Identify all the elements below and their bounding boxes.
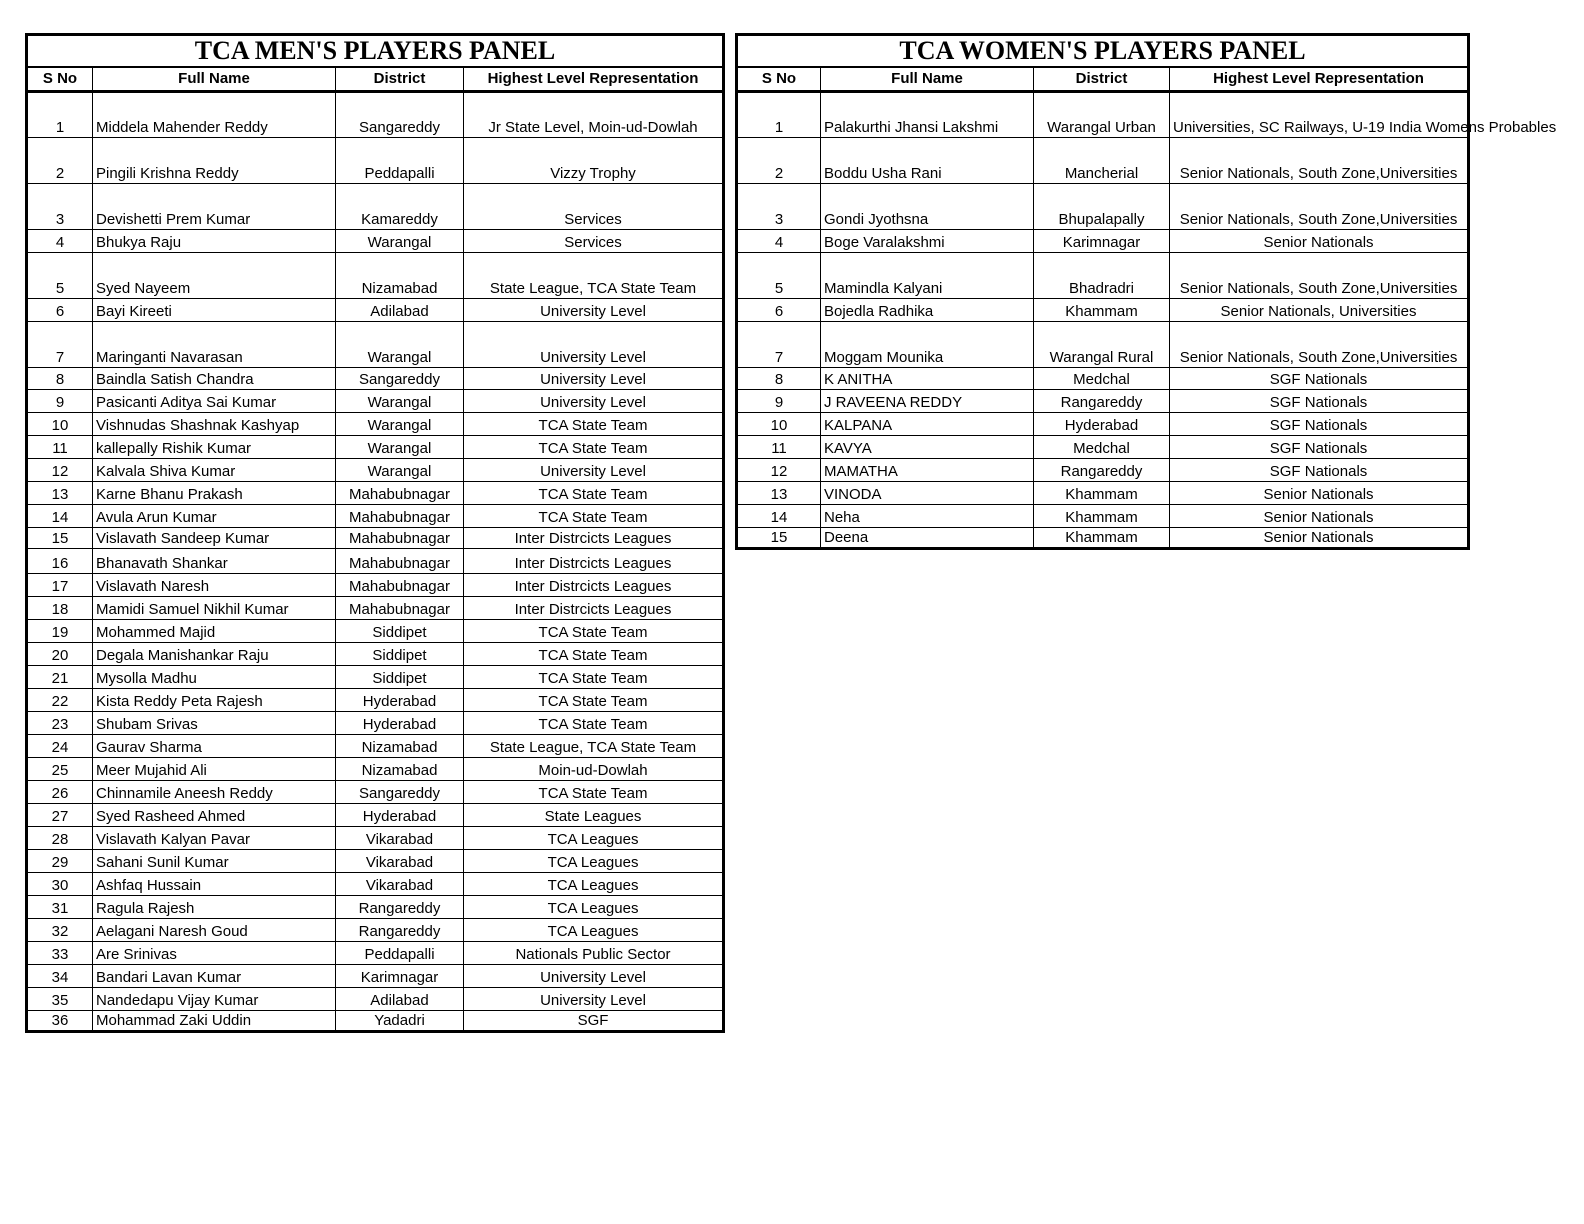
full-name-cell: J RAVEENA REDDY bbox=[821, 390, 1034, 413]
mens-players-table bbox=[25, 33, 725, 1033]
full-name-cell: Bojedla Radhika bbox=[821, 299, 1034, 322]
district-cell: Peddapalli bbox=[336, 138, 464, 184]
district-cell: Mahabubnagar bbox=[336, 528, 464, 549]
table-row bbox=[27, 965, 724, 988]
sno-cell: 14 bbox=[27, 505, 93, 528]
full-name-cell: Bhanavath Shankar bbox=[93, 549, 336, 574]
district-cell: Karimnagar bbox=[1034, 230, 1170, 253]
highest-level-cell: University Level bbox=[464, 965, 724, 988]
table-row bbox=[27, 322, 724, 368]
highest-level-cell: Services bbox=[464, 230, 724, 253]
district-cell: Vikarabad bbox=[336, 827, 464, 850]
district-cell: Yadadri bbox=[336, 1011, 464, 1032]
highest-level-cell: Senior Nationals, Universities bbox=[1170, 299, 1469, 322]
sno-cell: 3 bbox=[27, 184, 93, 230]
full-name-cell: Avula Arun Kumar bbox=[93, 505, 336, 528]
table-row bbox=[27, 850, 724, 873]
district-cell: Peddapalli bbox=[336, 942, 464, 965]
district-cell: Sangareddy bbox=[336, 92, 464, 138]
sno-cell: 19 bbox=[27, 620, 93, 643]
district-cell: Nizamabad bbox=[336, 758, 464, 781]
highest-level-cell: TCA Leagues bbox=[464, 850, 724, 873]
highest-level-cell: TCA State Team bbox=[464, 620, 724, 643]
highest-level-cell: Senior Nationals, South Zone,Universities bbox=[1170, 184, 1469, 230]
highest-level-cell: TCA State Team bbox=[464, 413, 724, 436]
highest-level-cell: SGF Nationals bbox=[1170, 390, 1469, 413]
district-cell: Hyderabad bbox=[336, 689, 464, 712]
table-row bbox=[737, 299, 1469, 322]
table-row bbox=[737, 322, 1469, 368]
district-cell: Warangal Urban bbox=[1034, 92, 1170, 138]
highest-level-cell: University Level bbox=[464, 988, 724, 1011]
sno-cell: 22 bbox=[27, 689, 93, 712]
highest-level-cell: State League, TCA State Team bbox=[464, 253, 724, 299]
sno-cell: 1 bbox=[737, 92, 821, 138]
table-row bbox=[27, 92, 724, 138]
full-name-cell: Deena bbox=[821, 528, 1034, 549]
full-name-cell: Maringanti Navarasan bbox=[93, 322, 336, 368]
highest-level-cell: Senior Nationals, South Zone,Universities bbox=[1170, 322, 1469, 368]
table-row bbox=[27, 138, 724, 184]
table-row bbox=[27, 781, 724, 804]
district-cell: Sangareddy bbox=[336, 368, 464, 390]
table-row bbox=[737, 413, 1469, 436]
highest-level-cell: TCA State Team bbox=[464, 689, 724, 712]
sno-cell: 9 bbox=[27, 390, 93, 413]
full-name-cell: Aelagani Naresh Goud bbox=[93, 919, 336, 942]
highest-level-cell: University Level bbox=[464, 299, 724, 322]
district-cell: Warangal bbox=[336, 230, 464, 253]
table-row bbox=[27, 459, 724, 482]
table-row bbox=[27, 988, 724, 1011]
highest-level-cell: Moin-ud-Dowlah bbox=[464, 758, 724, 781]
full-name-cell: Sahani Sunil Kumar bbox=[93, 850, 336, 873]
full-name-cell: Bayi Kireeti bbox=[93, 299, 336, 322]
full-name-cell: Bandari Lavan Kumar bbox=[93, 965, 336, 988]
sno-cell: 32 bbox=[27, 919, 93, 942]
table-row bbox=[27, 597, 724, 620]
sno-cell: 10 bbox=[737, 413, 821, 436]
sno-cell: 9 bbox=[737, 390, 821, 413]
sno-cell: 15 bbox=[737, 528, 821, 549]
full-name-cell: Pasicanti Aditya Sai Kumar bbox=[93, 390, 336, 413]
table-row bbox=[27, 184, 724, 230]
sno-cell: 28 bbox=[27, 827, 93, 850]
full-name-cell: Mohammed Majid bbox=[93, 620, 336, 643]
sno-cell: 13 bbox=[737, 482, 821, 505]
full-name-cell: Degala Manishankar Raju bbox=[93, 643, 336, 666]
highest-level-cell: SGF Nationals bbox=[1170, 436, 1469, 459]
district-cell: Warangal bbox=[336, 413, 464, 436]
table-row bbox=[27, 528, 724, 549]
table-row bbox=[27, 482, 724, 505]
full-name-cell: Meer Mujahid Ali bbox=[93, 758, 336, 781]
highest-level-cell: University Level bbox=[464, 390, 724, 413]
sno-cell: 3 bbox=[737, 184, 821, 230]
district-cell: Mahabubnagar bbox=[336, 574, 464, 597]
table-row bbox=[27, 299, 724, 322]
full-name-cell: Syed Rasheed Ahmed bbox=[93, 804, 336, 827]
district-cell: Warangal Rural bbox=[1034, 322, 1170, 368]
district-cell: Rangareddy bbox=[336, 919, 464, 942]
district-cell: Nizamabad bbox=[336, 253, 464, 299]
highest-level-cell: Senior Nationals bbox=[1170, 482, 1469, 505]
sno-cell: 29 bbox=[27, 850, 93, 873]
full-name-cell: Palakurthi Jhansi Lakshmi bbox=[821, 92, 1034, 138]
district-cell: Sangareddy bbox=[336, 781, 464, 804]
sno-cell: 10 bbox=[27, 413, 93, 436]
highest-level-cell: TCA State Team bbox=[464, 781, 724, 804]
table-row bbox=[27, 1011, 724, 1032]
sno-cell: 5 bbox=[737, 253, 821, 299]
table-row bbox=[27, 436, 724, 459]
district-cell: Warangal bbox=[336, 436, 464, 459]
column-header-highest-level: Highest Level Representation bbox=[464, 67, 724, 92]
table-row bbox=[737, 482, 1469, 505]
district-cell: Bhupalapally bbox=[1034, 184, 1170, 230]
womens-table-body bbox=[737, 92, 1557, 549]
highest-level-cell: Services bbox=[464, 184, 724, 230]
full-name-cell: K ANITHA bbox=[821, 368, 1034, 390]
mens-table-body bbox=[27, 92, 724, 1032]
table-row bbox=[27, 735, 724, 758]
table-row bbox=[737, 459, 1469, 482]
column-header-full-name: Full Name bbox=[821, 67, 1034, 92]
highest-level-cell: TCA State Team bbox=[464, 666, 724, 689]
highest-level-cell: SGF bbox=[464, 1011, 724, 1032]
sno-cell: 17 bbox=[27, 574, 93, 597]
table-row bbox=[737, 230, 1469, 253]
sno-cell: 20 bbox=[27, 643, 93, 666]
sno-cell: 35 bbox=[27, 988, 93, 1011]
highest-level-cell: State Leagues bbox=[464, 804, 724, 827]
full-name-cell: Kalvala Shiva Kumar bbox=[93, 459, 336, 482]
table-row bbox=[27, 368, 724, 390]
mens-panel-title: TCA MEN'S PLAYERS PANEL bbox=[27, 35, 724, 68]
full-name-cell: Mamindla Kalyani bbox=[821, 253, 1034, 299]
full-name-cell: Moggam Mounika bbox=[821, 322, 1034, 368]
sno-cell: 31 bbox=[27, 896, 93, 919]
district-cell: Rangareddy bbox=[1034, 390, 1170, 413]
sno-cell: 23 bbox=[27, 712, 93, 735]
table-row bbox=[27, 505, 724, 528]
table-row bbox=[737, 528, 1469, 549]
district-cell: Hyderabad bbox=[336, 804, 464, 827]
table-row bbox=[27, 620, 724, 643]
district-cell: Warangal bbox=[336, 459, 464, 482]
table-row bbox=[27, 666, 724, 689]
table-row bbox=[27, 942, 724, 965]
highest-level-cell: Inter Distrcicts Leagues bbox=[464, 574, 724, 597]
highest-level-cell: TCA State Team bbox=[464, 436, 724, 459]
sno-cell: 30 bbox=[27, 873, 93, 896]
table-row bbox=[27, 643, 724, 666]
table-row bbox=[27, 758, 724, 781]
highest-level-cell: SGF Nationals bbox=[1170, 459, 1469, 482]
highest-level-cell: State League, TCA State Team bbox=[464, 735, 724, 758]
full-name-cell: Ragula Rajesh bbox=[93, 896, 336, 919]
full-name-cell: Karne Bhanu Prakash bbox=[93, 482, 336, 505]
table-row bbox=[737, 92, 1469, 138]
sno-cell: 6 bbox=[27, 299, 93, 322]
district-cell: Adilabad bbox=[336, 988, 464, 1011]
table-row bbox=[737, 505, 1469, 528]
sno-cell: 14 bbox=[737, 505, 821, 528]
sno-cell: 7 bbox=[27, 322, 93, 368]
district-cell: Khammam bbox=[1034, 505, 1170, 528]
sno-cell: 16 bbox=[27, 549, 93, 574]
table-row bbox=[737, 253, 1469, 299]
highest-level-cell: Inter Distrcicts Leagues bbox=[464, 528, 724, 549]
table-row bbox=[737, 184, 1469, 230]
full-name-cell: Middela Mahender Reddy bbox=[93, 92, 336, 138]
highest-level-cell: TCA Leagues bbox=[464, 827, 724, 850]
table-row bbox=[27, 549, 724, 574]
full-name-cell: Mysolla Madhu bbox=[93, 666, 336, 689]
district-cell: Khammam bbox=[1034, 482, 1170, 505]
full-name-cell: Vislavath Naresh bbox=[93, 574, 336, 597]
sno-cell: 6 bbox=[737, 299, 821, 322]
highest-level-cell: Jr State Level, Moin-ud-Dowlah bbox=[464, 92, 724, 138]
highest-level-cell: SGF Nationals bbox=[1170, 413, 1469, 436]
sno-cell: 24 bbox=[27, 735, 93, 758]
highest-level-cell: University Level bbox=[464, 322, 724, 368]
column-header-district: District bbox=[336, 67, 464, 92]
womens-panel-title: TCA WOMEN'S PLAYERS PANEL bbox=[737, 35, 1469, 68]
district-cell: Mahabubnagar bbox=[336, 597, 464, 620]
district-cell: Mancherial bbox=[1034, 138, 1170, 184]
sno-cell: 4 bbox=[737, 230, 821, 253]
district-cell: Nizamabad bbox=[336, 735, 464, 758]
district-cell: Kamareddy bbox=[336, 184, 464, 230]
table-row bbox=[27, 574, 724, 597]
sno-cell: 7 bbox=[737, 322, 821, 368]
highest-level-cell: Senior Nationals, South Zone,Universities bbox=[1170, 253, 1469, 299]
sno-cell: 36 bbox=[27, 1011, 93, 1032]
sno-cell: 27 bbox=[27, 804, 93, 827]
sno-cell: 1 bbox=[27, 92, 93, 138]
full-name-cell: Baindla Satish Chandra bbox=[93, 368, 336, 390]
district-cell: Medchal bbox=[1034, 436, 1170, 459]
sno-cell: 18 bbox=[27, 597, 93, 620]
district-cell: Warangal bbox=[336, 322, 464, 368]
sno-cell: 12 bbox=[27, 459, 93, 482]
full-name-cell: Neha bbox=[821, 505, 1034, 528]
district-cell: Mahabubnagar bbox=[336, 505, 464, 528]
table-row bbox=[27, 896, 724, 919]
sno-cell: 13 bbox=[27, 482, 93, 505]
full-name-cell: Mohammad Zaki Uddin bbox=[93, 1011, 336, 1032]
full-name-cell: Devishetti Prem Kumar bbox=[93, 184, 336, 230]
full-name-cell: Ashfaq Hussain bbox=[93, 873, 336, 896]
full-name-cell: Vislavath Kalyan Pavar bbox=[93, 827, 336, 850]
womens-players-table bbox=[735, 33, 1557, 550]
district-cell: Mahabubnagar bbox=[336, 482, 464, 505]
full-name-cell: Kista Reddy Peta Rajesh bbox=[93, 689, 336, 712]
district-cell: Khammam bbox=[1034, 528, 1170, 549]
table-row bbox=[27, 230, 724, 253]
sno-cell: 5 bbox=[27, 253, 93, 299]
highest-level-cell: TCA Leagues bbox=[464, 919, 724, 942]
highest-level-cell: Senior Nationals bbox=[1170, 230, 1469, 253]
district-cell: Siddipet bbox=[336, 620, 464, 643]
highest-level-cell: Nationals Public Sector bbox=[464, 942, 724, 965]
highest-level-cell: Senior Nationals bbox=[1170, 505, 1469, 528]
district-cell: Siddipet bbox=[336, 666, 464, 689]
table-row bbox=[27, 873, 724, 896]
sno-cell: 33 bbox=[27, 942, 93, 965]
highest-level-cell: Vizzy Trophy bbox=[464, 138, 724, 184]
district-cell: Adilabad bbox=[336, 299, 464, 322]
full-name-cell: Pingili Krishna Reddy bbox=[93, 138, 336, 184]
full-name-cell: kallepally Rishik Kumar bbox=[93, 436, 336, 459]
sno-cell: 4 bbox=[27, 230, 93, 253]
district-cell: Karimnagar bbox=[336, 965, 464, 988]
sno-cell: 15 bbox=[27, 528, 93, 549]
district-cell: Medchal bbox=[1034, 368, 1170, 390]
table-row bbox=[27, 712, 724, 735]
table-row bbox=[27, 804, 724, 827]
sno-cell: 8 bbox=[27, 368, 93, 390]
full-name-cell: Mamidi Samuel Nikhil Kumar bbox=[93, 597, 336, 620]
district-cell: Hyderabad bbox=[336, 712, 464, 735]
highest-level-cell: TCA Leagues bbox=[464, 896, 724, 919]
district-cell: Hyderabad bbox=[1034, 413, 1170, 436]
district-cell: Rangareddy bbox=[1034, 459, 1170, 482]
district-cell: Vikarabad bbox=[336, 873, 464, 896]
highest-level-cell: University Level bbox=[464, 459, 724, 482]
sno-cell: 2 bbox=[27, 138, 93, 184]
full-name-cell: KAVYA bbox=[821, 436, 1034, 459]
full-name-cell: Gondi Jyothsna bbox=[821, 184, 1034, 230]
sno-cell: 12 bbox=[737, 459, 821, 482]
district-cell: Rangareddy bbox=[336, 896, 464, 919]
full-name-cell: VINODA bbox=[821, 482, 1034, 505]
table-row bbox=[737, 368, 1469, 390]
full-name-cell: Vislavath Sandeep Kumar bbox=[93, 528, 336, 549]
highest-level-cell: TCA Leagues bbox=[464, 873, 724, 896]
highest-level-cell: TCA State Team bbox=[464, 482, 724, 505]
highest-level-cell: TCA State Team bbox=[464, 505, 724, 528]
district-cell: Vikarabad bbox=[336, 850, 464, 873]
full-name-cell: KALPANA bbox=[821, 413, 1034, 436]
sno-cell: 34 bbox=[27, 965, 93, 988]
table-row bbox=[27, 413, 724, 436]
full-name-cell: MAMATHA bbox=[821, 459, 1034, 482]
table-row bbox=[737, 390, 1469, 413]
highest-level-cell: Inter Distrcicts Leagues bbox=[464, 549, 724, 574]
sno-cell: 21 bbox=[27, 666, 93, 689]
sno-cell: 2 bbox=[737, 138, 821, 184]
full-name-cell: Syed Nayeem bbox=[93, 253, 336, 299]
column-header-sno: S No bbox=[737, 67, 821, 92]
full-name-cell: Nandedapu Vijay Kumar bbox=[93, 988, 336, 1011]
table-row bbox=[737, 436, 1469, 459]
highest-level-cell: TCA State Team bbox=[464, 712, 724, 735]
column-header-district: District bbox=[1034, 67, 1170, 92]
highest-level-cell: SGF Nationals bbox=[1170, 368, 1469, 390]
sno-cell: 11 bbox=[27, 436, 93, 459]
full-name-cell: Gaurav Sharma bbox=[93, 735, 336, 758]
full-name-cell: Are Srinivas bbox=[93, 942, 336, 965]
full-name-cell: Boddu Usha Rani bbox=[821, 138, 1034, 184]
full-name-cell: Vishnudas Shashnak Kashyap bbox=[93, 413, 336, 436]
table-row bbox=[27, 827, 724, 850]
sno-cell: 26 bbox=[27, 781, 93, 804]
full-name-cell: Chinnamile Aneesh Reddy bbox=[93, 781, 336, 804]
table-row bbox=[27, 689, 724, 712]
table-row bbox=[27, 919, 724, 942]
full-name-cell: Boge Varalakshmi bbox=[821, 230, 1034, 253]
highest-level-cell: TCA State Team bbox=[464, 643, 724, 666]
district-cell: Siddipet bbox=[336, 643, 464, 666]
highest-level-cell: Universities, SC Railways, U-19 India Womens Probables bbox=[1170, 92, 1469, 138]
district-cell: Bhadradri bbox=[1034, 253, 1170, 299]
table-row bbox=[737, 138, 1469, 184]
highest-level-cell: Senior Nationals bbox=[1170, 528, 1469, 549]
highest-level-cell: Inter Distrcicts Leagues bbox=[464, 597, 724, 620]
district-cell: Warangal bbox=[336, 390, 464, 413]
district-cell: Mahabubnagar bbox=[336, 549, 464, 574]
highest-level-cell: University Level bbox=[464, 368, 724, 390]
column-header-full-name: Full Name bbox=[93, 67, 336, 92]
district-cell: Khammam bbox=[1034, 299, 1170, 322]
full-name-cell: Shubam Srivas bbox=[93, 712, 336, 735]
highest-level-cell: Senior Nationals, South Zone,Universities bbox=[1170, 138, 1469, 184]
table-row bbox=[27, 253, 724, 299]
table-row bbox=[27, 390, 724, 413]
column-header-highest-level: Highest Level Representation bbox=[1170, 67, 1469, 92]
full-name-cell: Bhukya Raju bbox=[93, 230, 336, 253]
sno-cell: 11 bbox=[737, 436, 821, 459]
sno-cell: 8 bbox=[737, 368, 821, 390]
sno-cell: 25 bbox=[27, 758, 93, 781]
column-header-sno: S No bbox=[27, 67, 93, 92]
